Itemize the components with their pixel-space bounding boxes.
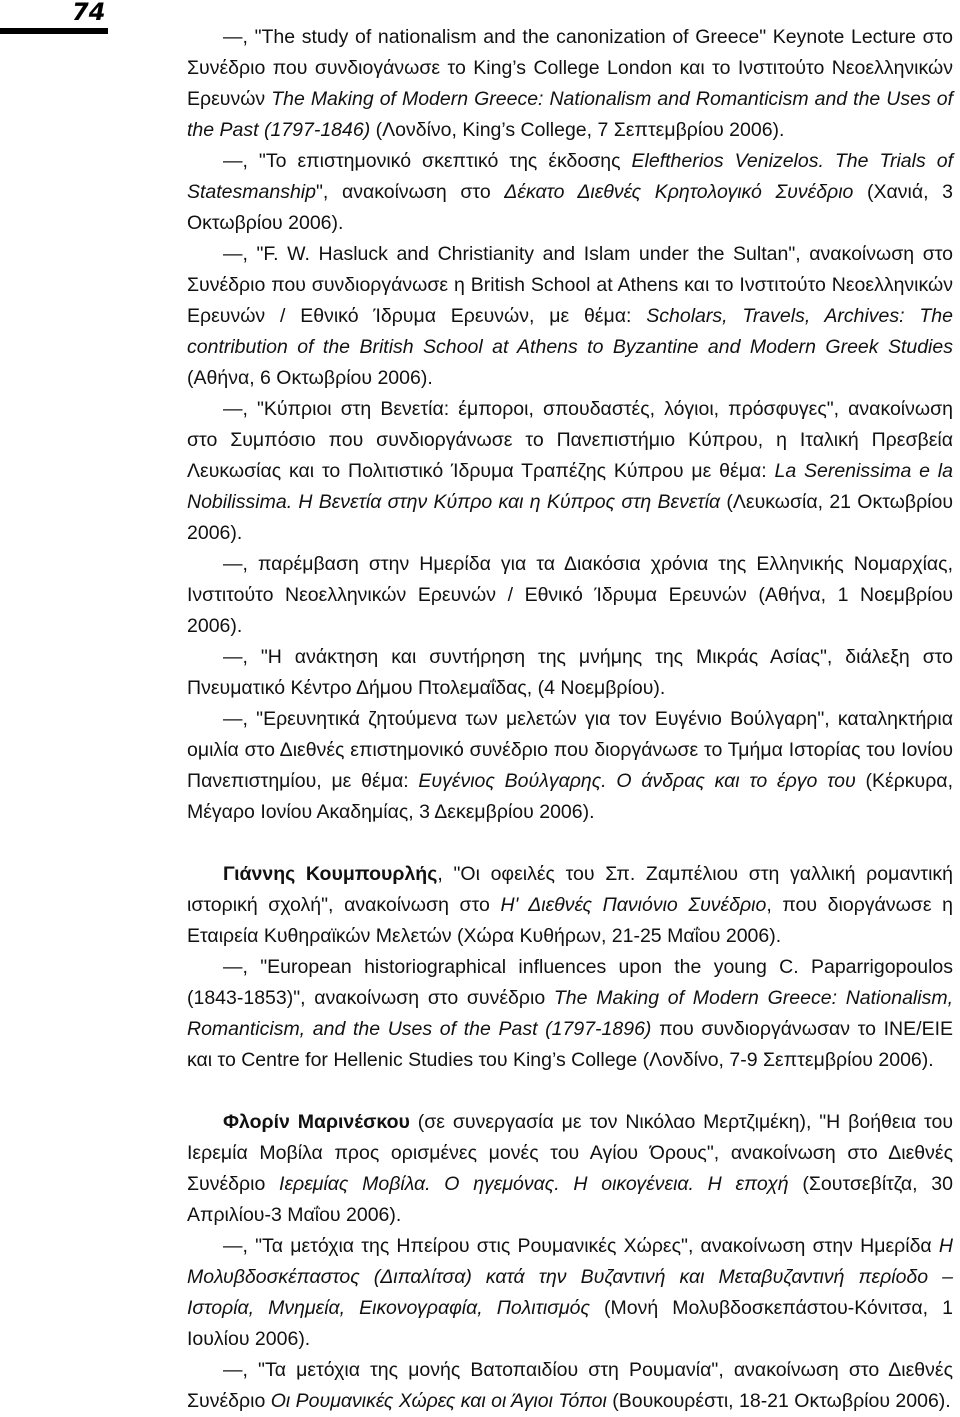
- entry-text: (Χανιά, 3 Οκτωβρίου 2006).: [187, 181, 953, 234]
- entry-text: (σε συνεργασία με τον Νικόλαο Μερτζιμέκη), "Η βοήθεια του Ιερεμία Μοβίλα προς ορισμένες μονές του Αγίου Όρους", ανακοίνωση στο Διεθνές Συνέδριο: [187, 1111, 953, 1195]
- author-name: Φλορίν Μαρινέσκου: [223, 1111, 410, 1133]
- entry-text: (Μονή Μολυβδοσκεπάστου-Κόνιτσα, 1 Ιουλίου 2006).: [187, 1297, 953, 1350]
- entry-text: που συνδιοργάνωσαν το ΙΝΕ/ΕΙΕ και το Centre for Hellenic Studies του King’s College (Λονδίνο, 7-9 Σεπτεμβρίου 2006).: [187, 1018, 953, 1071]
- entry-text: —, "The study of nationalism and the canonization of Greece" Keynote Lecture στο Συνέδριο που συνδιογάνωσε το King’s College London και το Ινστιτούτο Νεοελληνικών Ερευνών: [187, 26, 953, 110]
- italic-title: Eleftherios Venizelos. The Trials of Statesmanship: [187, 150, 953, 203]
- page-number: 74: [72, 0, 106, 26]
- bibliography-entry: [187, 1355, 953, 1417]
- entry-text: ", ανακοίνωση στο: [316, 181, 505, 203]
- italic-title: Η' Διεθνές Πανιόνιο Συνέδριο: [500, 894, 767, 916]
- bibliography-entry: [187, 1231, 953, 1355]
- italic-title: Ιερεμίας Μοβίλα. Ο ηγεμόνας. Η οικογένεια. Η εποχή: [279, 1173, 789, 1195]
- bibliography-entry: [187, 22, 953, 146]
- bibliography-entry: [187, 549, 953, 642]
- entry-text: (Σουτσεβίτζα, 30 Απριλίου-3 Μαΐου 2006).: [187, 1173, 953, 1226]
- italic-title: Οι Ρουμανικές Χώρες και οι Άγιοι Τόποι: [270, 1390, 607, 1412]
- entry-text: —, "F. W. Hasluck and Christianity and Islam under the Sultan", ανακοίνωση στο Συνέδριο που συνδιοργάνωσε η British School at Athens και το Ινστιτούτο Νεοελληνικών Ερευνών / Εθνικό Ίδρυμα Ερευνών, με θέμα:: [187, 243, 953, 327]
- entry-text: , "Οι οφειλές του Σπ. Ζαμπέλιου στη γαλλική ρομαντική ιστορική σχολή", ανακοίνωση στο: [187, 863, 954, 916]
- italic-title: Ευγένιος Βούλγαρης. Ο άνδρας και το έργο του: [418, 770, 856, 792]
- italic-title: Scholars, Travels, Archives: The contribution of the British School at Athens to Byzantine and Modern Greek Studies: [187, 305, 953, 358]
- document-body: [187, 22, 953, 1417]
- bibliography-entry: [187, 642, 953, 704]
- entry-text: (Λευκωσία, 21 Οκτωβρίου 2006).: [187, 491, 953, 544]
- page-number-rule: [0, 28, 108, 34]
- bibliography-entry: [187, 859, 953, 952]
- author-name: Γιάννης Κουμπουρλής: [223, 863, 438, 885]
- entry-text: —, "Κύπριοι στη Βενετία: έμποροι, σπουδαστές, λόγιοι, πρόσφυγες", ανακοίνωση στο Συμπόσιο που συνδιοργάνωσε το Πανεπιστήμιο Κύπρου, η Ιταλική Πρεσβεία Λευκωσίας και το Πολιτιστικό Ίδρυμα Τραπέζης Κύπρου με θέμα:: [187, 398, 953, 482]
- entry-text: (Λονδίνο, King’s College, 7 Σεπτεμβρίου 2006).: [370, 119, 785, 141]
- bibliography-entry: [187, 952, 953, 1076]
- italic-title: The Making of Modern Greece: Nationalism, Romanticism, and the Uses of the Past (1797-1896): [187, 987, 953, 1040]
- bibliography-entry: [187, 146, 953, 239]
- bibliography-entry: [187, 239, 953, 394]
- bibliography-entry: [187, 704, 953, 828]
- italic-title: La Serenissima e la Nobilissima. Η Βενετία στην Κύπρο και η Κύπρος στη Βενετία: [187, 460, 953, 513]
- italic-title: Η Μολυβδοσκέπαστος (Διπαλίτσα) κατά την Βυζαντινή και Μεταβυζαντινή περίοδο – Ιστορία, Μνημεία, Εικονογραφία, Πολιτισμός: [187, 1235, 953, 1319]
- entry-text: —, παρέμβαση στην Ημερίδα για τα Διακόσια χρόνια της Ελληνικής Νομαρχίας, Ινστιτούτο Νεοελληνικών Ερευνών / Εθνικό Ίδρυμα Ερευνών (Αθήνα, 1 Νοεμβρίου 2006).: [187, 553, 953, 637]
- entry-text: —, "European historiographical influences upon the young C. Paparrigopoulos (1843-1853)", ανακοίνωση στο συνέδριο: [187, 956, 953, 1009]
- italic-title: The Making of Modern Greece: Nationalism and Romanticism and the Uses of the Past (1797-1846): [187, 88, 953, 141]
- bibliography-entry: [187, 1107, 953, 1231]
- entry-text: —, "Τα μετόχια της μονής Βατοπαιδίου στη Ρουμανία", ανακοίνωση στο Διεθνές Συνέδριο: [187, 1359, 953, 1412]
- entry-text: —, "Το επιστημονικό σκεπτικό της έκδοσης: [223, 150, 632, 172]
- entry-text: (Κέρκυρα, Μέγαρο Ιονίου Ακαδημίας, 3 Δεκεμβρίου 2006).: [187, 770, 953, 823]
- entry-text: , που διοργάνωσε η Εταιρεία Κυθηραϊκών Μελετών (Χώρα Κυθήρων, 21-25 Μαΐου 2006).: [187, 894, 953, 947]
- bibliography-entry: [187, 394, 953, 549]
- entry-text: —, "Τα μετόχια της Ηπείρου στις Ρουμανικές Χώρες", ανακοίνωση στην Ημερίδα: [223, 1235, 939, 1257]
- entry-text: —, "Ερευνητικά ζητούμενα των μελετών για τον Ευγένιο Βούλγαρη", καταληκτήρια ομιλία στο Διεθνές επιστημονικό συνέδριο που διοργάνωσε το Τμήμα Ιστορίας του Ιονίου Πανεπιστημίου, με θέμα:: [187, 708, 953, 792]
- entry-text: (Αθήνα, 6 Οκτωβρίου 2006).: [187, 367, 433, 389]
- entry-text: (Βουκουρέστι, 18-21 Οκτωβρίου 2006).: [606, 1390, 951, 1412]
- italic-title: Δέκατο Διεθνές Κρητολογικό Συνέδριο: [504, 181, 854, 203]
- entry-text: —, "Η ανάκτηση και συντήρηση της μνήμης της Μικράς Ασίας", διάλεξη στο Πνευματικό Κέντρο Δήμου Πτολεμαΐδας, (4 Νοεμβρίου).: [187, 646, 953, 699]
